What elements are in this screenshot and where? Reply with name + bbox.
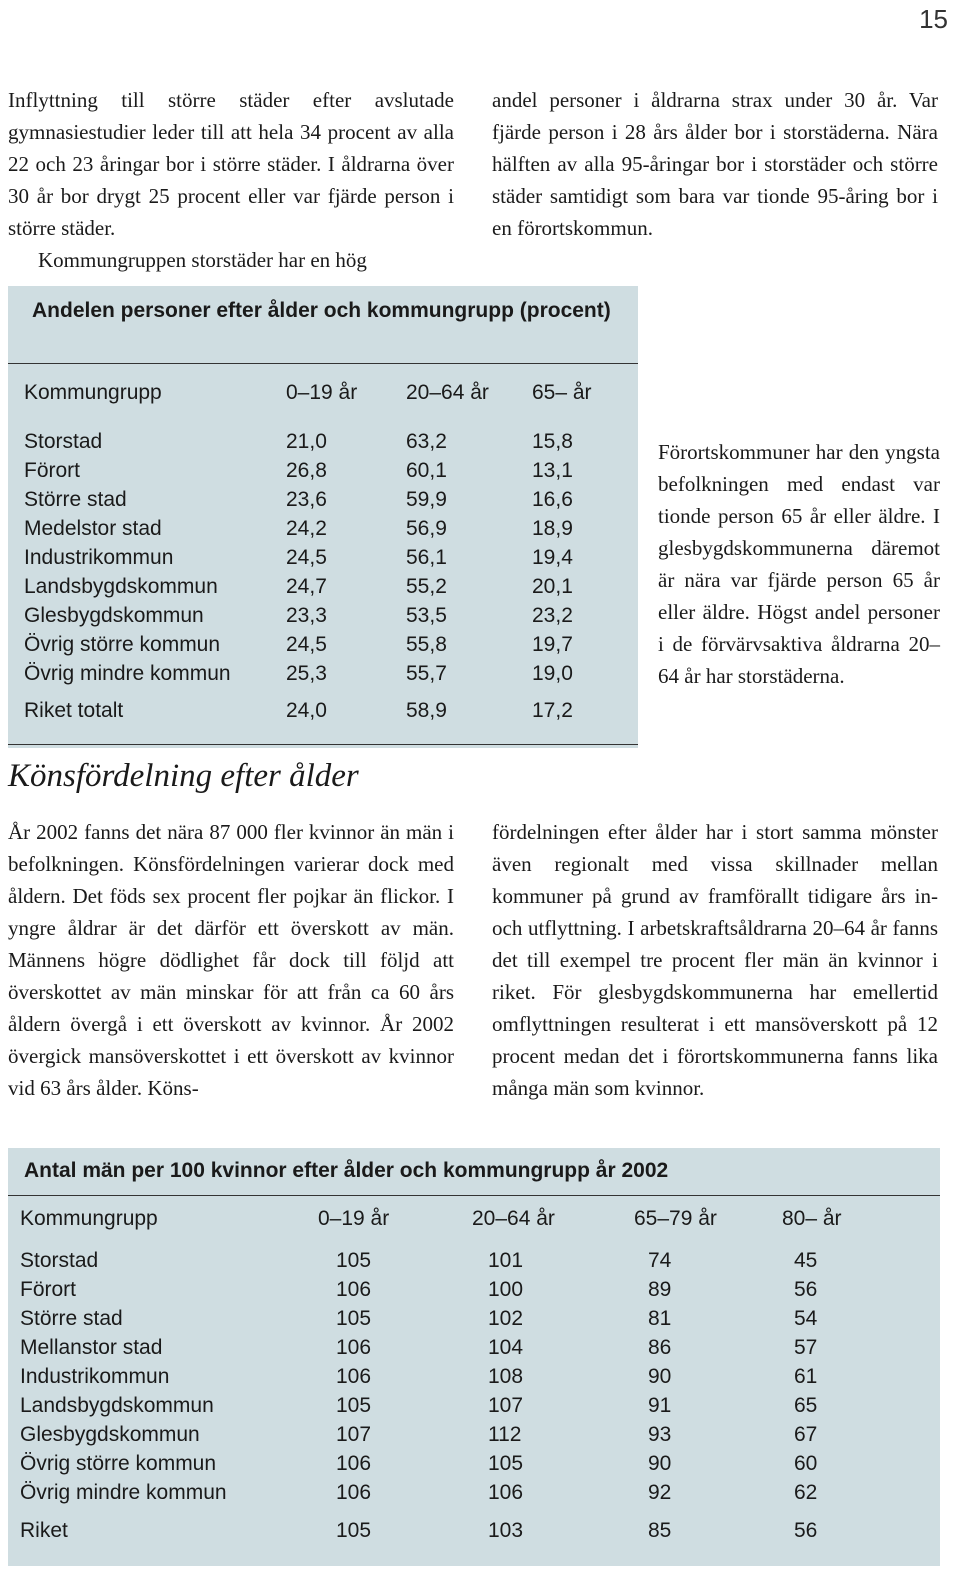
table2-value-cell: 106 xyxy=(488,1481,524,1504)
table1-bottom-rule xyxy=(8,744,638,745)
table2-value-cell: 112 xyxy=(488,1423,522,1446)
table1-value-cell: 26,8 xyxy=(286,459,327,482)
sidebar-column xyxy=(658,436,940,692)
table2-label-cell: Glesbygdskommun xyxy=(20,1423,200,1446)
table2-value-cell: 92 xyxy=(648,1481,672,1504)
intro-right-column xyxy=(492,84,938,244)
table2-header xyxy=(20,1204,892,1233)
table2-row xyxy=(20,1362,900,1391)
table1-row xyxy=(24,514,622,543)
table1-row xyxy=(24,601,622,630)
section-right-column xyxy=(492,816,938,1104)
table1-label-cell: Större stad xyxy=(24,488,127,511)
table1-box xyxy=(8,286,638,748)
table2-value-cell: 61 xyxy=(794,1365,818,1388)
table2-header-cell: Kommungrupp xyxy=(20,1207,158,1230)
table2-value-cell: 89 xyxy=(648,1278,672,1301)
table2-value-cell: 108 xyxy=(488,1365,524,1388)
table1-label-cell: Övrig mindre kommun xyxy=(24,662,231,685)
table2-header-cell: 80– år xyxy=(782,1207,842,1230)
section-right-paragraph: fördelningen efter ålder har i stort samma mönster även regionalt med vissa skillnader mellan kommuner på grund av framförallt tidigare års in- och utflyttning. I arbetskraftsåldrarna 20–64 år fanns det till exempel tre procent fler män än kvinnor i riket. För glesbygdskommunerna har emellertid omflyttningen resulterat i ett mansöverskott på 12 procent medan det i förortskommunerna fanns lika många män som kvinnor. xyxy=(492,820,938,1100)
table1-header-cell: 65– år xyxy=(532,381,592,404)
table2-title: Antal män per 100 kvinnor efter ålder och kommungrupp år 2002 xyxy=(24,1159,669,1182)
intro-right-paragraph: andel personer i åldrarna strax under 30 år. Var fjärde person i 28 års ålder bor i storstäderna. Nära hälften av alla 95-åringar bor i storstäder och större städer samtidigt som bara var tionde 95-åring bor i en förortskommun. xyxy=(492,88,938,240)
table2-value-cell: 107 xyxy=(488,1394,524,1417)
table2-value-cell: 90 xyxy=(648,1452,672,1475)
table1-label-cell: Storstad xyxy=(24,430,103,453)
table2-label-cell: Storstad xyxy=(20,1249,99,1272)
intro-paragraph-2: Kommungruppen storstäder har en hög xyxy=(38,248,367,272)
table2-row xyxy=(20,1391,900,1420)
table1-value-cell: 23,3 xyxy=(286,604,327,627)
table2-row xyxy=(20,1275,900,1304)
table2-total-value-cell: 105 xyxy=(336,1519,372,1542)
intro-paragraph-1: Inflyttning till större städer efter avslutade gymnasiestudier leder till att hela 34 procent av alla 22 och 23 åringar bor i större städer. I åldrarna över 30 år bor drygt 25 procent eller var fjärde person i större städer. xyxy=(8,88,454,240)
section-left-paragraph: År 2002 fanns det nära 87 000 fler kvinnor än män i befolkningen. Könsfördelningen varierar dock med åldern. Det föds sex procent fler pojkar än flickor. I yngre åldrar är det därför ett överskott av män. Männens högre dödlighet får dock till följd att överskottet av män minskar för att från ca 60 års åldern övergå i ett överskott av kvinnor. År 2002 övergick mansöverskottet i ett överskott av kvinnor vid 63 års ålder. Köns- xyxy=(8,820,454,1100)
table1-value-cell: 60,1 xyxy=(406,459,447,482)
table1-value-cell: 59,9 xyxy=(406,488,447,511)
table1-value-cell: 55,7 xyxy=(406,662,447,685)
table2-value-cell: 74 xyxy=(648,1249,672,1272)
table2-top-rule xyxy=(8,1195,940,1196)
page-number: 15 xyxy=(919,4,948,34)
table1-value-cell: 16,6 xyxy=(532,488,573,511)
table2-label-cell: Landsbygdskommun xyxy=(20,1394,214,1417)
table2-value-cell: 65 xyxy=(794,1394,818,1417)
table2-value-cell: 106 xyxy=(336,1452,372,1475)
table1-title: Andelen personer efter ålder och kommungrupp (procent) xyxy=(32,299,611,322)
table2-value-cell: 60 xyxy=(794,1452,818,1475)
table2-row xyxy=(20,1333,900,1362)
table1-total-value-cell: 17,2 xyxy=(532,699,573,722)
table2-value-cell: 106 xyxy=(336,1365,372,1388)
table2-value-cell: 101 xyxy=(488,1249,524,1272)
table1-label-cell: Industrikommun xyxy=(24,546,174,569)
table2-value-cell: 45 xyxy=(794,1249,818,1272)
table2-value-cell: 86 xyxy=(648,1336,672,1359)
table2-header-cell: 65–79 år xyxy=(634,1207,717,1230)
table1-header xyxy=(24,378,622,407)
section-heading: Könsfördelning efter ålder xyxy=(8,758,359,794)
table2-header-row xyxy=(20,1204,892,1233)
table1-value-cell: 18,9 xyxy=(532,517,573,540)
table1-total-value-cell: 58,9 xyxy=(406,699,447,722)
table2-label-cell: Mellanstor stad xyxy=(20,1336,163,1359)
table1-value-cell: 19,4 xyxy=(532,546,573,569)
table2-label-cell: Industrikommun xyxy=(20,1365,170,1388)
table2-value-cell: 105 xyxy=(336,1307,372,1330)
table1-value-cell: 63,2 xyxy=(406,430,447,453)
table1-label-cell: Glesbygdskommun xyxy=(24,604,204,627)
table2-row xyxy=(20,1478,900,1507)
table1-value-cell: 24,2 xyxy=(286,517,327,540)
table2-label-cell: Övrig mindre kommun xyxy=(20,1481,227,1504)
table2-total-value-cell: 103 xyxy=(488,1519,524,1542)
table1-total-label-cell: Riket totalt xyxy=(24,699,124,722)
table1-value-cell: 55,8 xyxy=(406,633,447,656)
table1-value-cell: 21,0 xyxy=(286,430,327,453)
table1-value-cell: 19,7 xyxy=(532,633,573,656)
table2-row xyxy=(20,1420,900,1449)
section-left-column xyxy=(8,816,454,1104)
table2-value-cell: 106 xyxy=(336,1336,372,1359)
table1-row xyxy=(24,659,622,688)
table2-value-cell: 102 xyxy=(488,1307,524,1330)
table2-value-cell: 104 xyxy=(488,1336,524,1359)
table2-total-label-cell: Riket xyxy=(20,1519,68,1542)
table2-value-cell: 91 xyxy=(648,1394,672,1417)
table1-value-cell: 23,2 xyxy=(532,604,573,627)
table1-row xyxy=(24,427,622,456)
table1-row xyxy=(24,630,622,659)
table2-box xyxy=(8,1148,940,1566)
table2-value-cell: 90 xyxy=(648,1365,672,1388)
table1-total xyxy=(24,696,622,725)
table1-header-cell: 20–64 år xyxy=(406,381,489,404)
table2-total xyxy=(20,1516,900,1545)
table2-body xyxy=(20,1246,900,1507)
table1-value-cell: 56,9 xyxy=(406,517,447,540)
table2-total-value-cell: 56 xyxy=(794,1519,818,1542)
table1-row xyxy=(24,572,622,601)
table2-row xyxy=(20,1449,900,1478)
table2-label-cell: Övrig större kommun xyxy=(20,1452,217,1475)
table2-total-value-cell: 85 xyxy=(648,1519,672,1542)
table2-value-cell: 57 xyxy=(794,1336,818,1359)
table2-value-cell: 100 xyxy=(488,1278,524,1301)
table2-header-cell: 20–64 år xyxy=(472,1207,555,1230)
table1-body xyxy=(24,427,622,688)
table1-value-cell: 55,2 xyxy=(406,575,447,598)
sidebar-paragraph: Förortskommuner har den yngsta befolkningen med endast var tionde person 65 år eller äldre. I glesbygdskommunerna däremot är nära var fjärde person 65 år eller äldre. Högst andel personer i de förvärvsaktiva åldrarna 20–64 år har storstäderna. xyxy=(658,440,940,688)
table1-label-cell: Förort xyxy=(24,459,81,482)
table2-value-cell: 106 xyxy=(336,1481,372,1504)
table2-value-cell: 54 xyxy=(794,1307,818,1330)
table2-label-cell: Större stad xyxy=(20,1307,123,1330)
table1-value-cell: 13,1 xyxy=(532,459,573,482)
table2-value-cell: 81 xyxy=(648,1307,672,1330)
table1-value-cell: 19,0 xyxy=(532,662,573,685)
table1-row xyxy=(24,456,622,485)
table1-value-cell: 20,1 xyxy=(532,575,573,598)
table2-value-cell: 56 xyxy=(794,1278,818,1301)
intro-left-column xyxy=(8,84,454,276)
table2-value-cell: 107 xyxy=(336,1423,372,1446)
table1-row xyxy=(24,543,622,572)
table2-value-cell: 105 xyxy=(488,1452,524,1475)
table1-value-cell: 23,6 xyxy=(286,488,327,511)
table1-label-cell: Medelstor stad xyxy=(24,517,162,540)
table2-value-cell: 105 xyxy=(336,1249,372,1272)
table2-value-cell: 62 xyxy=(794,1481,818,1504)
table2-header-cell: 0–19 år xyxy=(318,1207,390,1230)
table1-value-cell: 25,3 xyxy=(286,662,327,685)
table1-value-cell: 15,8 xyxy=(532,430,573,453)
table1-top-rule xyxy=(8,363,638,364)
table1-label-cell: Landsbygdskommun xyxy=(24,575,218,598)
table1-label-cell: Övrig större kommun xyxy=(24,633,221,656)
table1-value-cell: 24,5 xyxy=(286,633,327,656)
table2-label-cell: Förort xyxy=(20,1278,77,1301)
table1-total-value-cell: 24,0 xyxy=(286,699,327,722)
table2-row xyxy=(20,1246,900,1275)
table1-value-cell: 56,1 xyxy=(406,546,447,569)
table1-value-cell: 24,7 xyxy=(286,575,327,598)
table1-total-row xyxy=(24,696,622,725)
table2-value-cell: 67 xyxy=(794,1423,818,1446)
table1-value-cell: 24,5 xyxy=(286,546,327,569)
table1-header-cell: Kommungrupp xyxy=(24,381,162,404)
table1-header-cell: 0–19 år xyxy=(286,381,358,404)
table1-header-row xyxy=(24,378,622,407)
table2-total-row xyxy=(20,1516,900,1545)
table2-value-cell: 93 xyxy=(648,1423,672,1446)
table1-value-cell: 53,5 xyxy=(406,604,447,627)
table1-row xyxy=(24,485,622,514)
table2-row xyxy=(20,1304,900,1333)
table2-value-cell: 106 xyxy=(336,1278,372,1301)
table2-value-cell: 105 xyxy=(336,1394,372,1417)
